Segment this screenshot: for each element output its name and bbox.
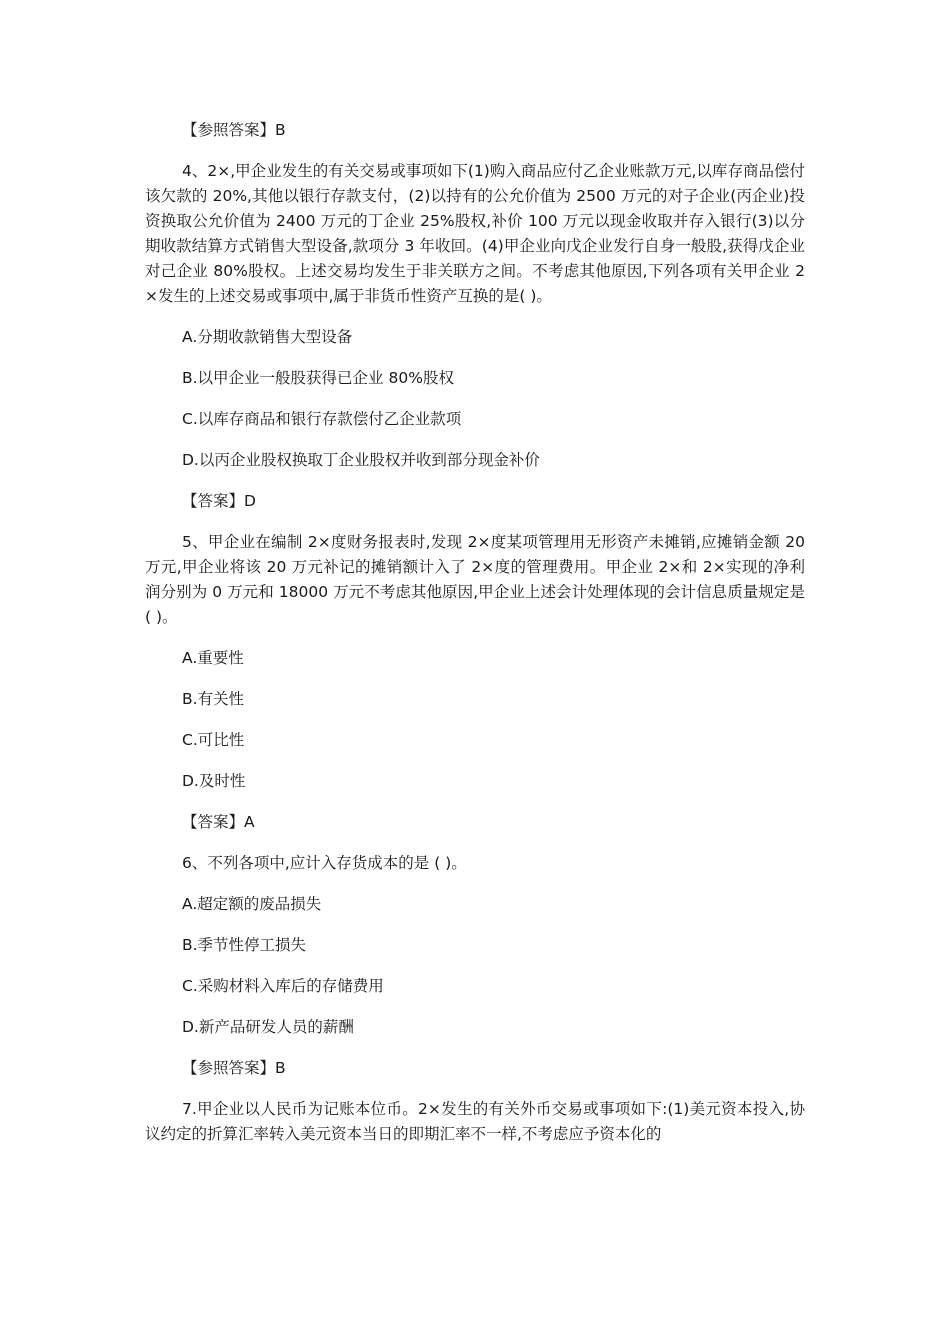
- q6-option-c: C.采购材料入库后的存储费用: [182, 977, 384, 995]
- answer-5: 【答案】A: [182, 813, 255, 831]
- q5-option-b: B.有关性: [182, 690, 245, 708]
- answer-3: 【参照答案】B: [182, 121, 286, 139]
- q5-option-d: D.及时性: [182, 772, 246, 790]
- question-5: 5、甲企业在编制 2×度财务报表时,发现 2×度某项管理用无形资产未摊销,应摊销金额 20 万元,甲企业将该 20 万元补记的摊销额计入了 2×度的管理费用。甲企业 2×和 2×实现的净利润分别为 0 万元和 18000 万元不考虑其他原因,甲企业上述会计处理体现的会计信息质量规定是( )。: [145, 533, 805, 626]
- q4-option-b: B.以甲企业一般股获得已企业 80%股权: [182, 369, 454, 387]
- q6-option-a: A.超定额的废品损失: [182, 895, 322, 913]
- q4-option-d: D.以丙企业股权换取丁企业股权并收到部分现金补价: [182, 451, 540, 469]
- question-7: 7.甲企业以人民币为记账本位币。2×发生的有关外币交易或事项如下:(1)美元资本投入,协议约定的折算汇率转入美元资本当日的即期汇率不一样,不考虑应予资本化的: [145, 1100, 805, 1143]
- q6-option-d: D.新产品研发人员的薪酬: [182, 1018, 354, 1036]
- q6-option-b: B.季节性停工损失: [182, 936, 307, 954]
- document-page: [145, 118, 805, 1163]
- question-6: 6、不列各项中,应计入存货成本的是 ( )。: [182, 854, 467, 872]
- q5-option-a: A.重要性: [182, 649, 244, 667]
- answer-4: 【答案】D: [182, 492, 256, 510]
- q5-option-c: C.可比性: [182, 731, 245, 749]
- question-4: 4、2×,甲企业发生的有关交易或事项如下(1)购入商品应付乙企业账款万元,以库存商品偿付该欠款的 20%,其他以银行存款支付，(2)以持有的公允价值为 2500 万元的对子企业(丙企业)投资换取公允价值为 2400 万元的丁企业 25%股权,补价 100 万元以现金收取并存入银行(3)以分期收款结算方式销售大型设备,款项分 3 年收回。(4)甲企业向戊企业发行自身一般股,获得戊企业对己企业 80%股权。上述交易均发生于非关联方之间。不考虑其他原因,下列各项有关甲企业 2×发生的上述交易或事项中,属于非货币性资产互换的是( )。: [145, 162, 805, 305]
- answer-6: 【参照答案】B: [182, 1059, 286, 1077]
- q4-option-a: A.分期收款销售大型设备: [182, 328, 353, 346]
- q4-option-c: C.以库存商品和银行存款偿付乙企业款项: [182, 410, 462, 428]
